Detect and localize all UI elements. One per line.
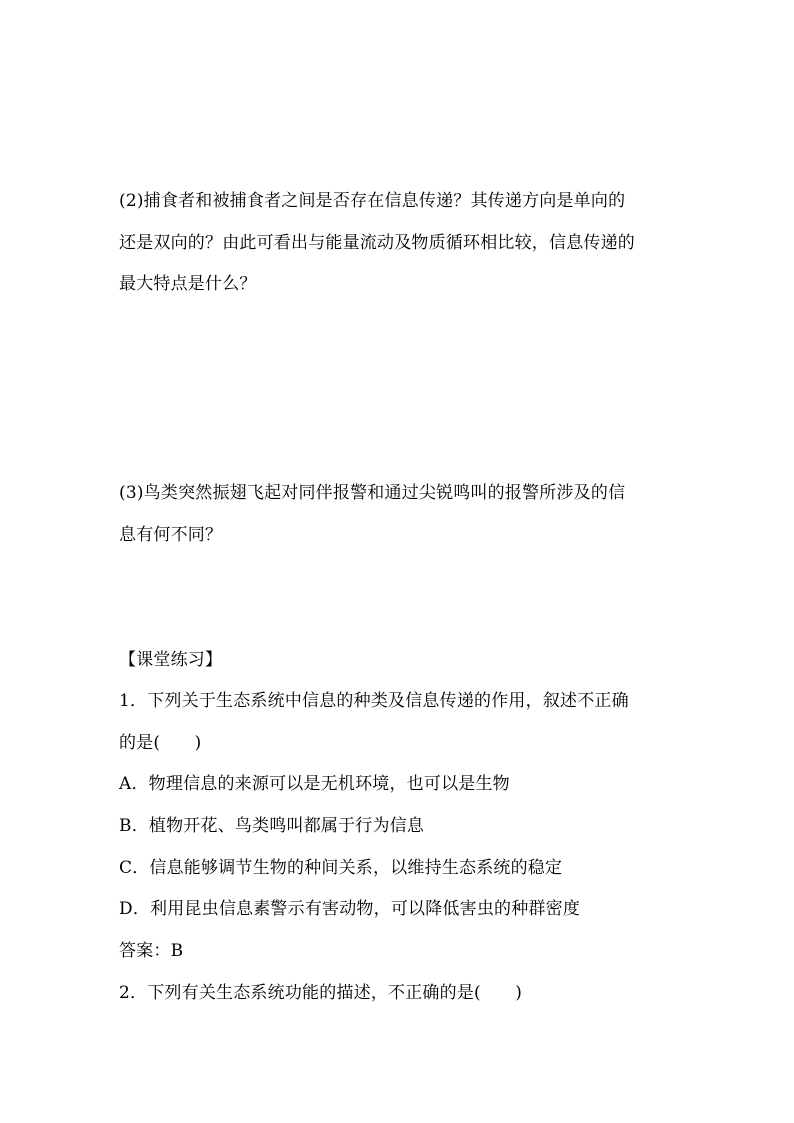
question-2-line-1: (2)捕食者和被捕食者之间是否存在信息传递？其传递方向是单向的 — [119, 191, 626, 211]
practice-item-1-option-a: A．物理信息的来源可以是无机环境，也可以是生物 — [119, 774, 510, 794]
practice-item-1-answer: 答案：B — [119, 941, 184, 961]
question-2-line-3: 最大特点是什么？ — [119, 274, 257, 294]
practice-item-1-stem-line-2: 的是( ) — [119, 733, 202, 753]
question-3-line-1: (3)鸟类突然振翅飞起对同伴报警和通过尖锐鸣叫的报警所涉及的信 — [119, 483, 626, 503]
practice-item-1-option-b: B．植物开花、鸟类鸣叫都属于行为信息 — [119, 816, 425, 836]
practice-item-1-stem-line-1: 1．下列关于生态系统中信息的种类及信息传递的作用，叙述不正确 — [119, 691, 629, 711]
practice-item-2-stem: 2．下列有关生态系统功能的描述，不正确的是( ) — [119, 983, 523, 1003]
question-3-line-2: 息有何不同？ — [119, 525, 223, 545]
practice-item-1-option-c: C．信息能够调节生物的种间关系，以维持生态系统的稳定 — [119, 858, 563, 878]
question-2-line-2: 还是双向的？由此可看出与能量流动及物质循环相比较，信息传递的 — [119, 233, 635, 253]
practice-item-1-option-d: D．利用昆虫信息素警示有害动物，可以降低害虫的种群密度 — [119, 899, 581, 919]
practice-heading: 【课堂练习】 — [119, 650, 223, 670]
